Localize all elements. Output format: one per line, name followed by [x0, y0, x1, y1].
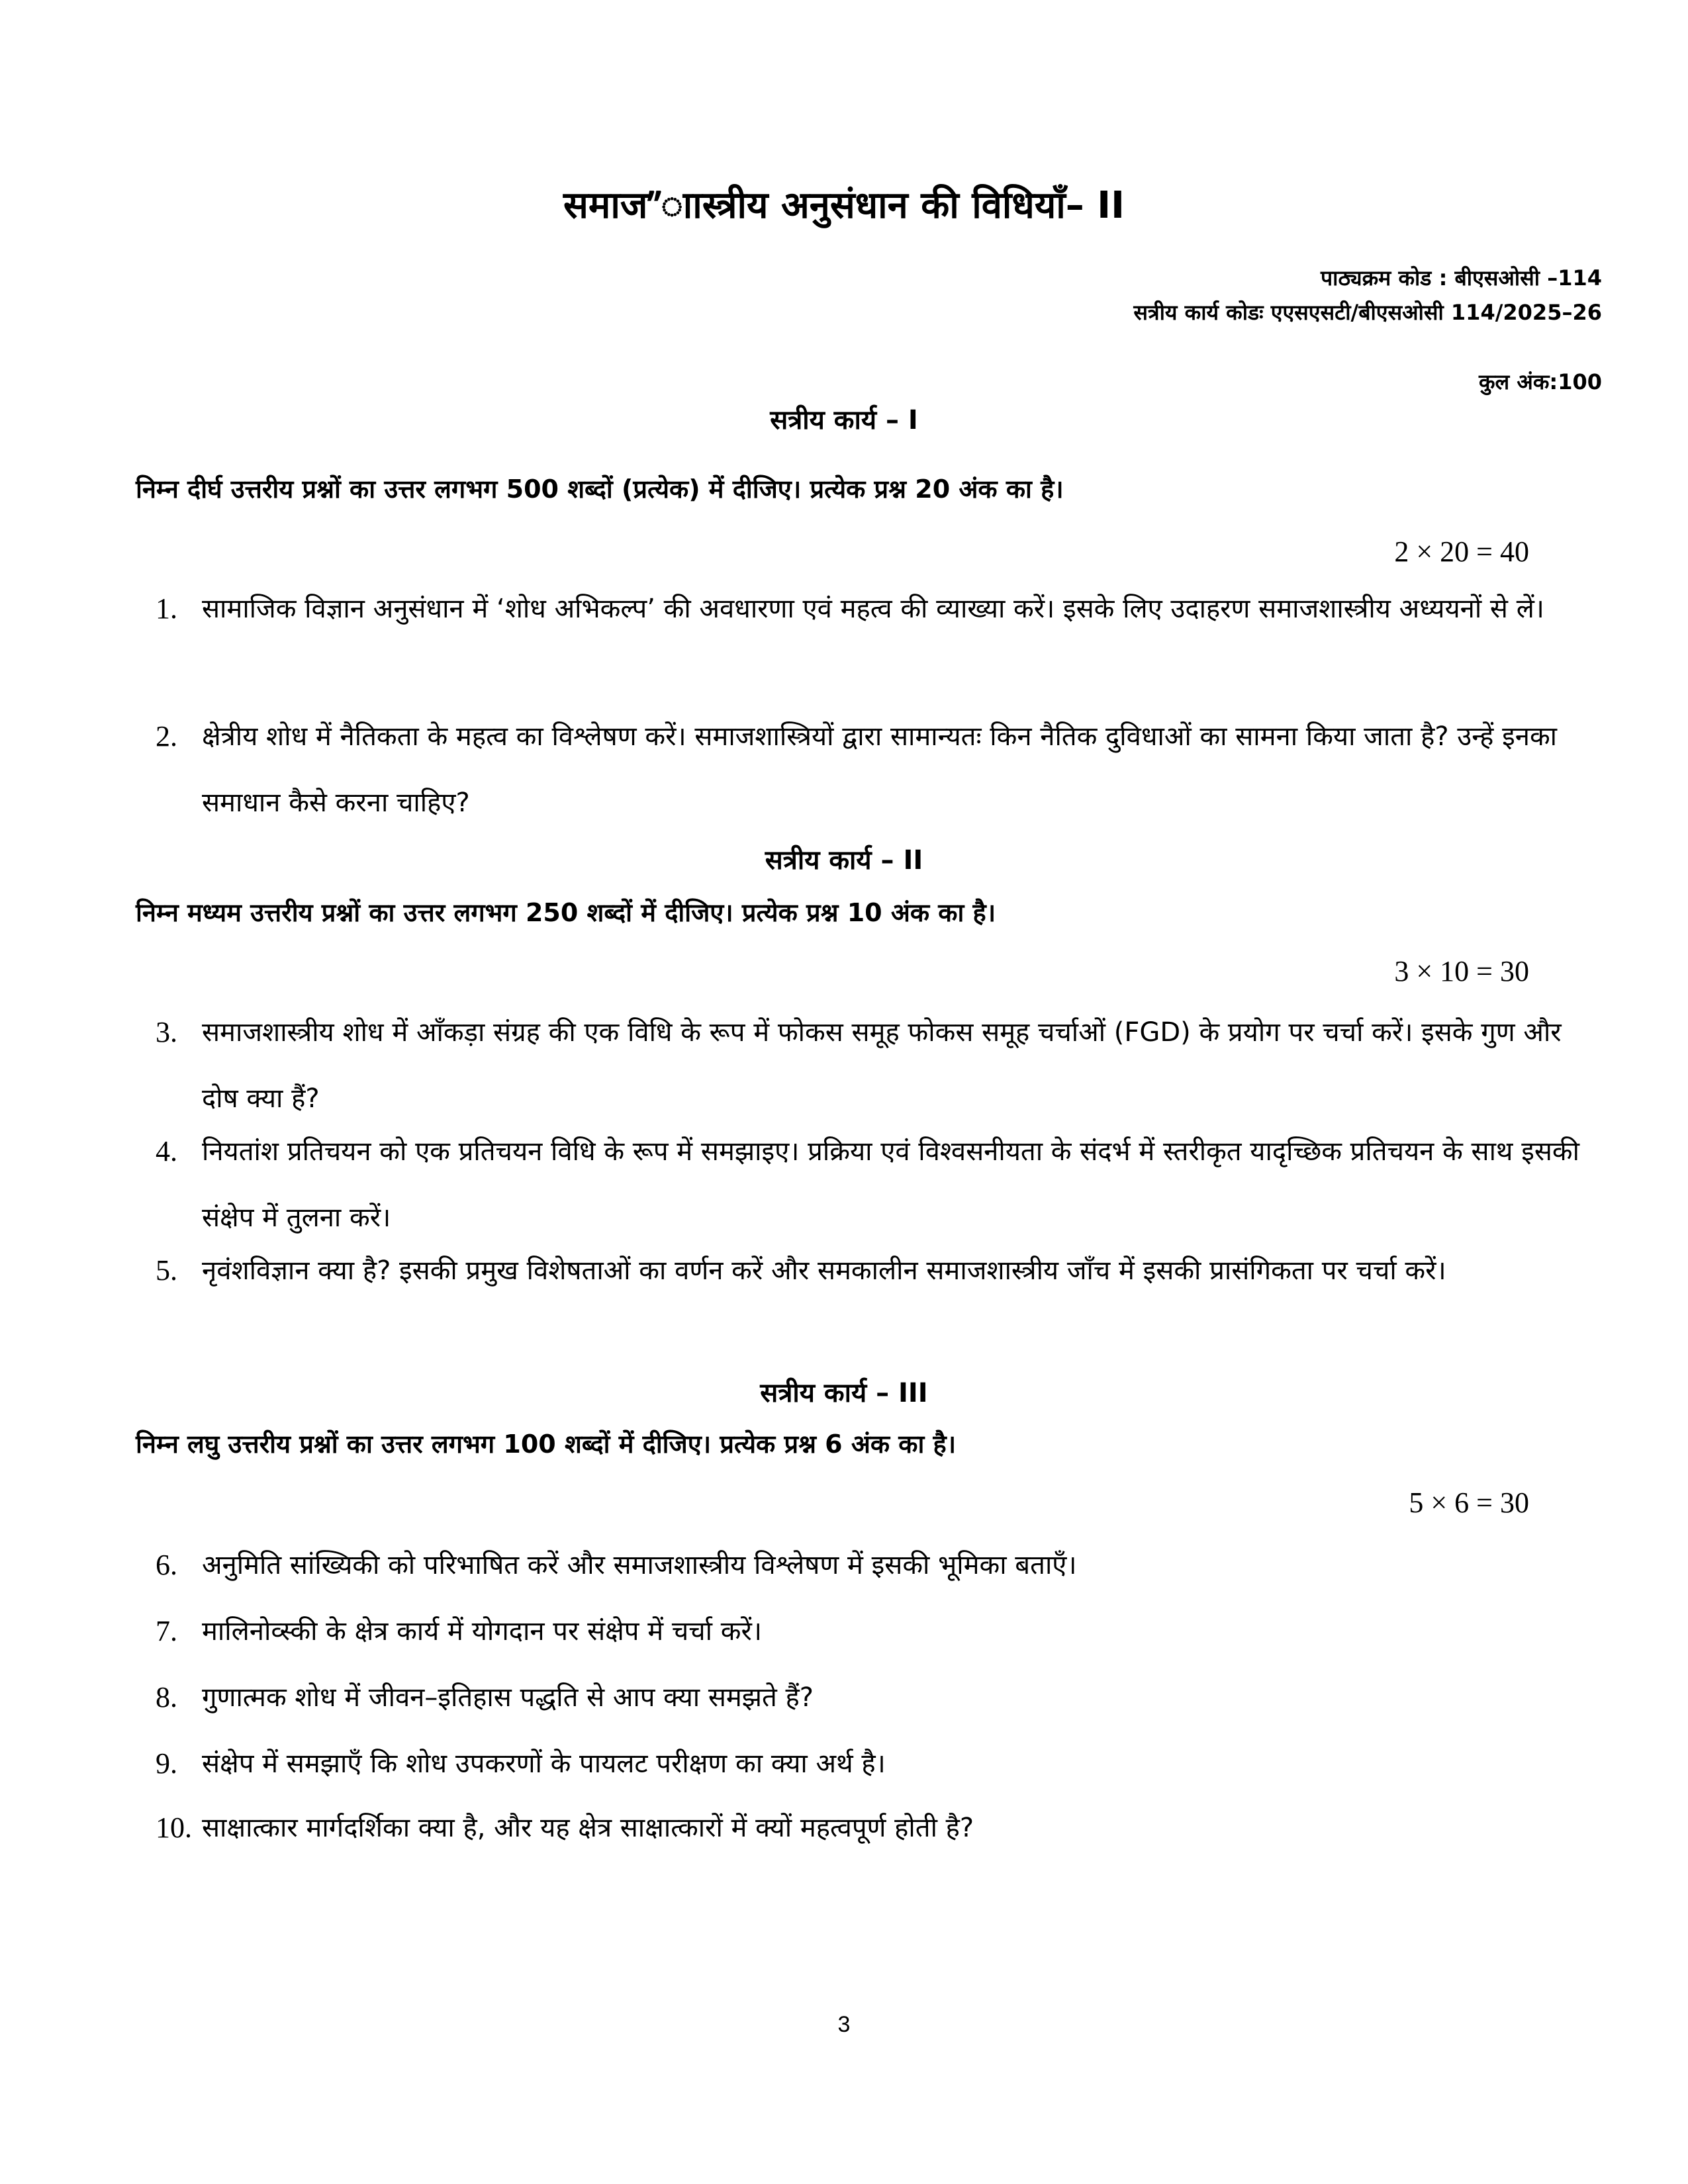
question-text: संक्षेप में समझाएँ कि शोध उपकरणों के पायलट परीक्षण का क्या अर्थ है।	[202, 1749, 886, 1779]
page-number: 3	[837, 2012, 851, 2037]
total-marks: कुल अंक:100	[1478, 369, 1602, 394]
question-number: 9.	[156, 1747, 177, 1780]
question-text: समाजशास्त्रीय शोध में आँकड़ा संग्रह की एक विधि के रूप में फोकस समूह फोकस समूह चर्चाओं (FGD) के प्रयोग पर चर्चा करें। इसके गुण और दोष क्या हैं?	[202, 1017, 1562, 1114]
question-number: 6.	[156, 1549, 177, 1581]
question-text: सामाजिक विज्ञान अनुसंधान में ‘शोध अभिकल्प’ की अवधारणा एवं महत्व की व्याख्या करें। इसके लिए उदाहरण समाजशास्त्रीय अध्ययनों से लें।	[202, 594, 1544, 624]
section-heading: सत्रीय कार्य – II	[765, 845, 923, 876]
section-score: 3 × 10 = 30	[1394, 955, 1529, 987]
question-number: 8.	[156, 1681, 177, 1713]
question-text: गुणात्मक शोध में जीवन–इतिहास पद्धति से आप क्या समझते हैं?	[202, 1682, 814, 1713]
question-item	[156, 1238, 1599, 1304]
question-number: 10.	[156, 1811, 192, 1844]
section-score: 5 × 6 = 30	[1409, 1486, 1529, 1519]
question-number: 5.	[156, 1254, 177, 1287]
question-item	[156, 999, 1599, 1132]
question-text: नृवंशविज्ञान क्या है? इसकी प्रमुख विशेषताओं का वर्णन करें और समकालीन समाजशास्त्रीय जाँच में इसकी प्रासंगिकता पर चर्चा करें।	[202, 1255, 1446, 1286]
section-instruction: निम्न लघु उत्तरीय प्रश्नों का उत्तर लगभग 100 शब्दों में दीजिए। प्रत्येक प्रश्न 6 अंक का है।	[136, 1430, 957, 1459]
question-text: नियतांश प्रतिचयन को एक प्रतिचयन विधि के रूप में समझाइए। प्रक्रिया एवं विश्वसनीयता के संदर्भ में स्तरीकृत यादृच्छिक प्रतिचयन के साथ इसकी संक्षेप में तुलना करें।	[202, 1136, 1579, 1233]
section-instruction: निम्न दीर्घ उत्तरीय प्रश्नों का उत्तर लगभग 500 शब्दों (प्रत्येक) में दीजिए। प्रत्येक प्रश्न 20 अंक का है।	[136, 475, 1064, 504]
question-item	[156, 1598, 1599, 1664]
question-item	[156, 1532, 1599, 1598]
question-item	[156, 1795, 1599, 1861]
section-score: 2 × 20 = 40	[1394, 535, 1529, 568]
question-item	[156, 1731, 1599, 1797]
question-item	[156, 576, 1599, 642]
question-text: अनुमिति सांख्यिकी को परिभाषित करें और समाजशास्त्रीय विश्लेषण में इसकी भूमिका बताएँ।	[202, 1550, 1077, 1580]
question-text: साक्षात्कार मार्गदर्शिका क्या है, और यह क्षेत्र साक्षात्कारों में क्यों महत्वपूर्ण होती है?	[202, 1813, 974, 1843]
section-heading: सत्रीय कार्य – I	[770, 405, 918, 435]
question-item	[156, 1118, 1599, 1251]
question-item	[156, 704, 1599, 836]
question-item	[156, 1664, 1599, 1731]
section-heading: सत्रीय कार्य – III	[760, 1378, 928, 1408]
question-number: 7.	[156, 1615, 177, 1647]
section-instruction: निम्न मध्यम उत्तरीय प्रश्नों का उत्तर लगभग 250 शब्दों में दीजिए। प्रत्येक प्रश्न 10 अंक का है।	[136, 898, 996, 927]
question-number: 4.	[156, 1135, 177, 1167]
question-text: मालिनोव्स्की के क्षेत्र कार्य में योगदान पर संक्षेप में चर्चा करें।	[202, 1616, 762, 1647]
question-number: 3.	[156, 1016, 177, 1048]
question-number: 2.	[156, 720, 177, 752]
question-text: क्षेत्रीय शोध में नैतिकता के महत्व का विश्लेषण करें। समाजशास्त्रियों द्वारा सामान्यतः किन नैतिक दुविधाओं का सामना किया जाता है? उन्हें इनका समाधान कैसे करना चाहिए?	[202, 721, 1558, 818]
course-code: पाठ्यक्रम कोड : बीएसओसी –114	[1321, 265, 1602, 291]
page-title: समाज”ाास्त्रीय अनुसंधान की विधियाँ– II	[563, 184, 1125, 227]
assignment-code: सत्रीय कार्य कोडः एएसएसटी/बीएसओसी 114/2025–26	[1133, 300, 1602, 325]
question-number: 1.	[156, 592, 177, 625]
